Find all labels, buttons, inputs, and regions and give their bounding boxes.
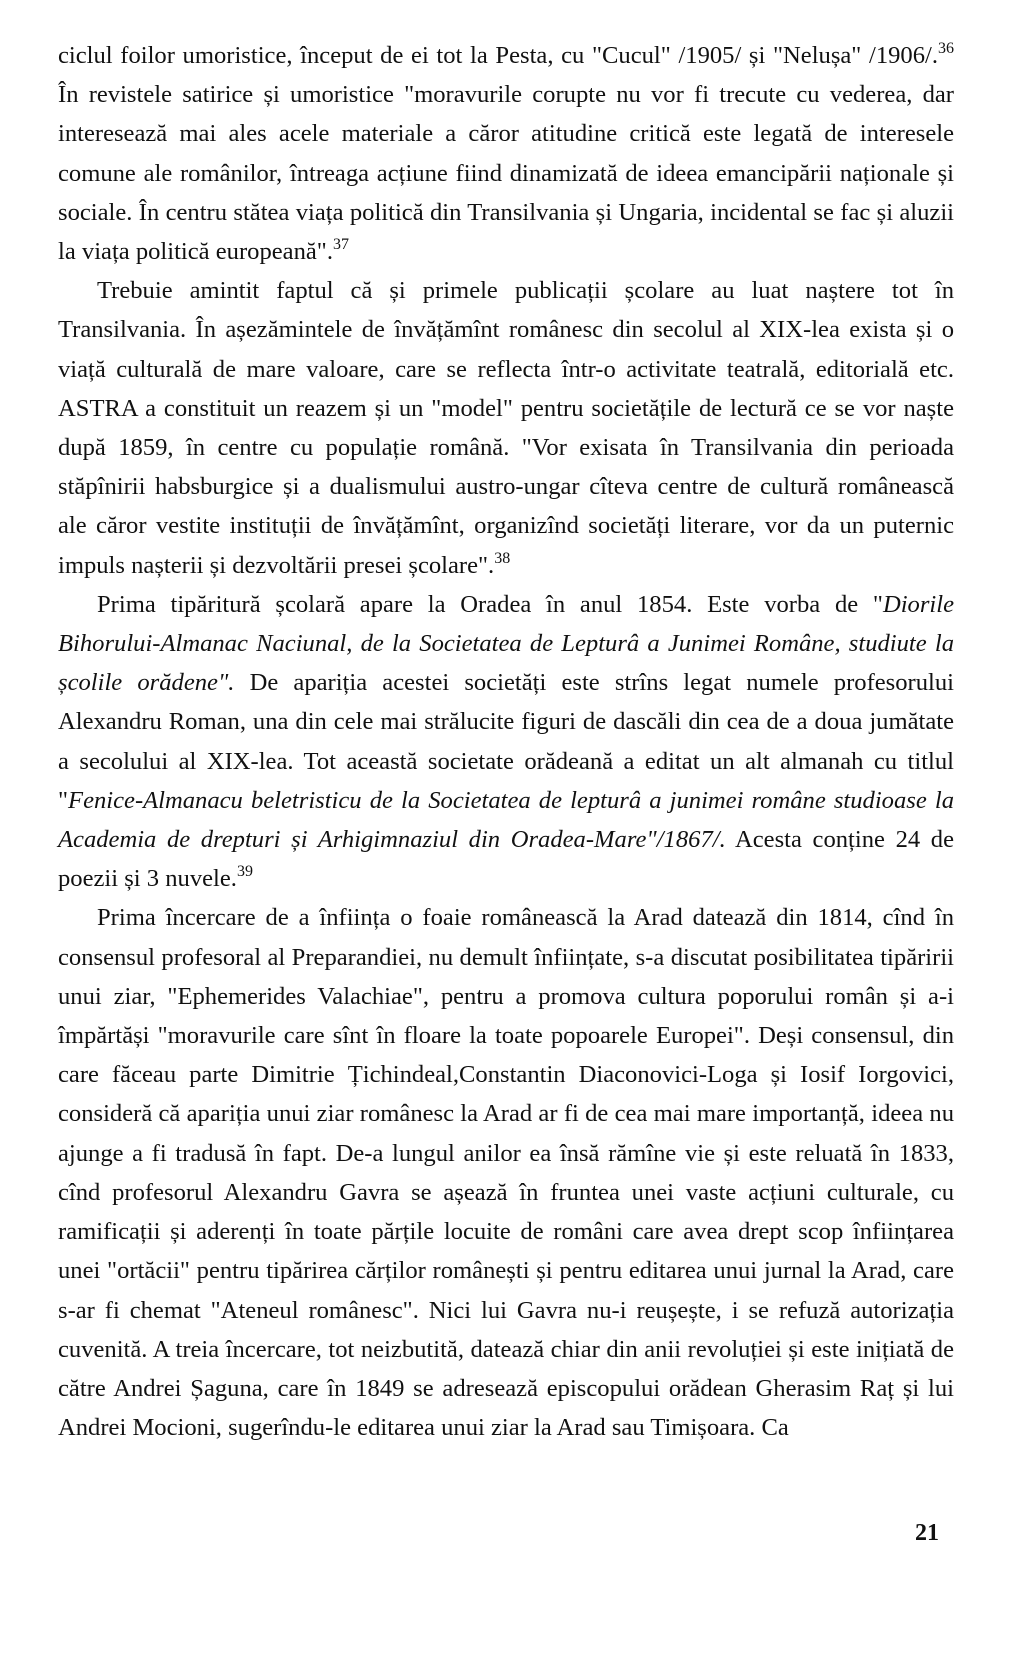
paragraph-4 <box>58 898 954 1447</box>
text-run: Acesta conține 24 de poezii și 3 nuvele. <box>58 826 955 893</box>
text-run: Prima încercare de a înființa o foaie românească la Arad datează din 1814, cînd în consensul profesoral al Preparandiei, nu demult înființate, s-a discutat posibilitatea tipăririi unui ziar, "Ephemerides Valachiae", pentru a promova cultura poporului român și a-i împărtăși "moravurile care sînt în floare la toate popoarele Europei". Deși consensul, din care făceau parte Dimitrie Țichindeal,Constantin Diaconovici-Loga și Iosif Iorgovici, consideră că apariția unui ziar românesc la Arad ar fi de cea mai mare importanță, ideea nu ajunge a fi tradusă în fapt. De-a lungul anilor ea însă rămîne vie și este reluată în 1833, cînd profesorul Alexandru Gavra se așează în fruntea unei vaste acțiuni culturale, cu ramificații și aderenți în toate părțile locuite de români care avea drept scop înființarea unei "ortăcii" pentru tipărirea cărților românești și pentru editarea unui jurnal la Arad, care s-ar fi chemat "Ateneul românesc". Nici lui Gavra nu-i reușește, i se refuză autorizația cuvenită. A treia încercare, tot neizbutită, datează chiar din anii revoluției și este inițiată de către Andrei Șaguna, care în 1849 se adresează episcopului orădean Gherasim Raț și lui Andrei Mocioni, sugerîndu-le editarea unui ziar la Arad sau Timișoara. Ca <box>58 904 954 1442</box>
footnote-marker: 37 <box>332 236 349 254</box>
text-run: Prima tipăritură școlară apare la Oradea în anul 1854. Este vorba de " <box>97 590 883 618</box>
paragraph-3 <box>58 585 954 899</box>
page-number: 21 <box>915 1520 939 1546</box>
italic-title: Diorile Bihorului-Almanac Naciunal, de la Societatea de Lepturâ a Junimei Române, studiute la școlile orădene". <box>58 590 954 697</box>
text-run: Trebuie amintit faptul că și primele publicații școlare au luat naștere tot în Transilvania. În așezămintele de învățămînt românesc din secolul al XIX-lea exista și o viață culturală de mare valoare, care se reflecta într-o activitate teatrală, editorială etc. ASTRA a constituit un reazem și un "model" pentru societățile de lectură ce se vor naște după 1859, în centre cu populație română. "Vor exisata în Transilvania din perioada stăpînirii habsburgice și a dualismului austro-ungar cîteva centre de cultură românească ale căror vestite instituții de învățămînt, organizînd societăți literare, vor da un puternic impuls nașterii și dezvoltării presei școlare". <box>58 277 954 579</box>
footnote-marker: 39 <box>236 863 253 881</box>
text-run: În revistele satirice și umoristice "moravurile corupte nu vor fi trecute cu vederea, dar interesează mai ales acele materiale a căror atitudine critică este legată de interesele comune ale românilor, întreaga acțiune fiind dinamizată de ideea emancipării naționale și sociale. În centru stătea viața politică din Transilvania și Ungaria, incidental se fac și aluzii la viața politică europeană". <box>58 81 954 266</box>
text-run: De apariția acestei societăți este strîns legat numele profesorului Alexandru Roman, una din cele mai strălucite figuri de dascăli din cea de a doua jumătate a secolului al XIX-lea. Tot această societate orădeană a editat un alt almanah cu titlul " <box>58 669 954 814</box>
italic-title: Fenice-Almanacu beletristicu de la Societatea de lepturâ a junimei române studioase la Academia de drepturi și Arhigimnaziul din Oradea-Mare"/1867/. <box>58 786 954 854</box>
paragraph-2 <box>58 271 954 585</box>
page-body <box>58 36 954 1447</box>
paragraph-1 <box>58 36 954 271</box>
text-run: ciclul foilor umoristice, început de ei tot la Pesta, cu "Cucul" /1905/ și "Nelușa" /1906/. <box>58 42 938 69</box>
footnote-marker: 36 <box>938 40 954 57</box>
footnote-marker: 38 <box>494 549 511 567</box>
